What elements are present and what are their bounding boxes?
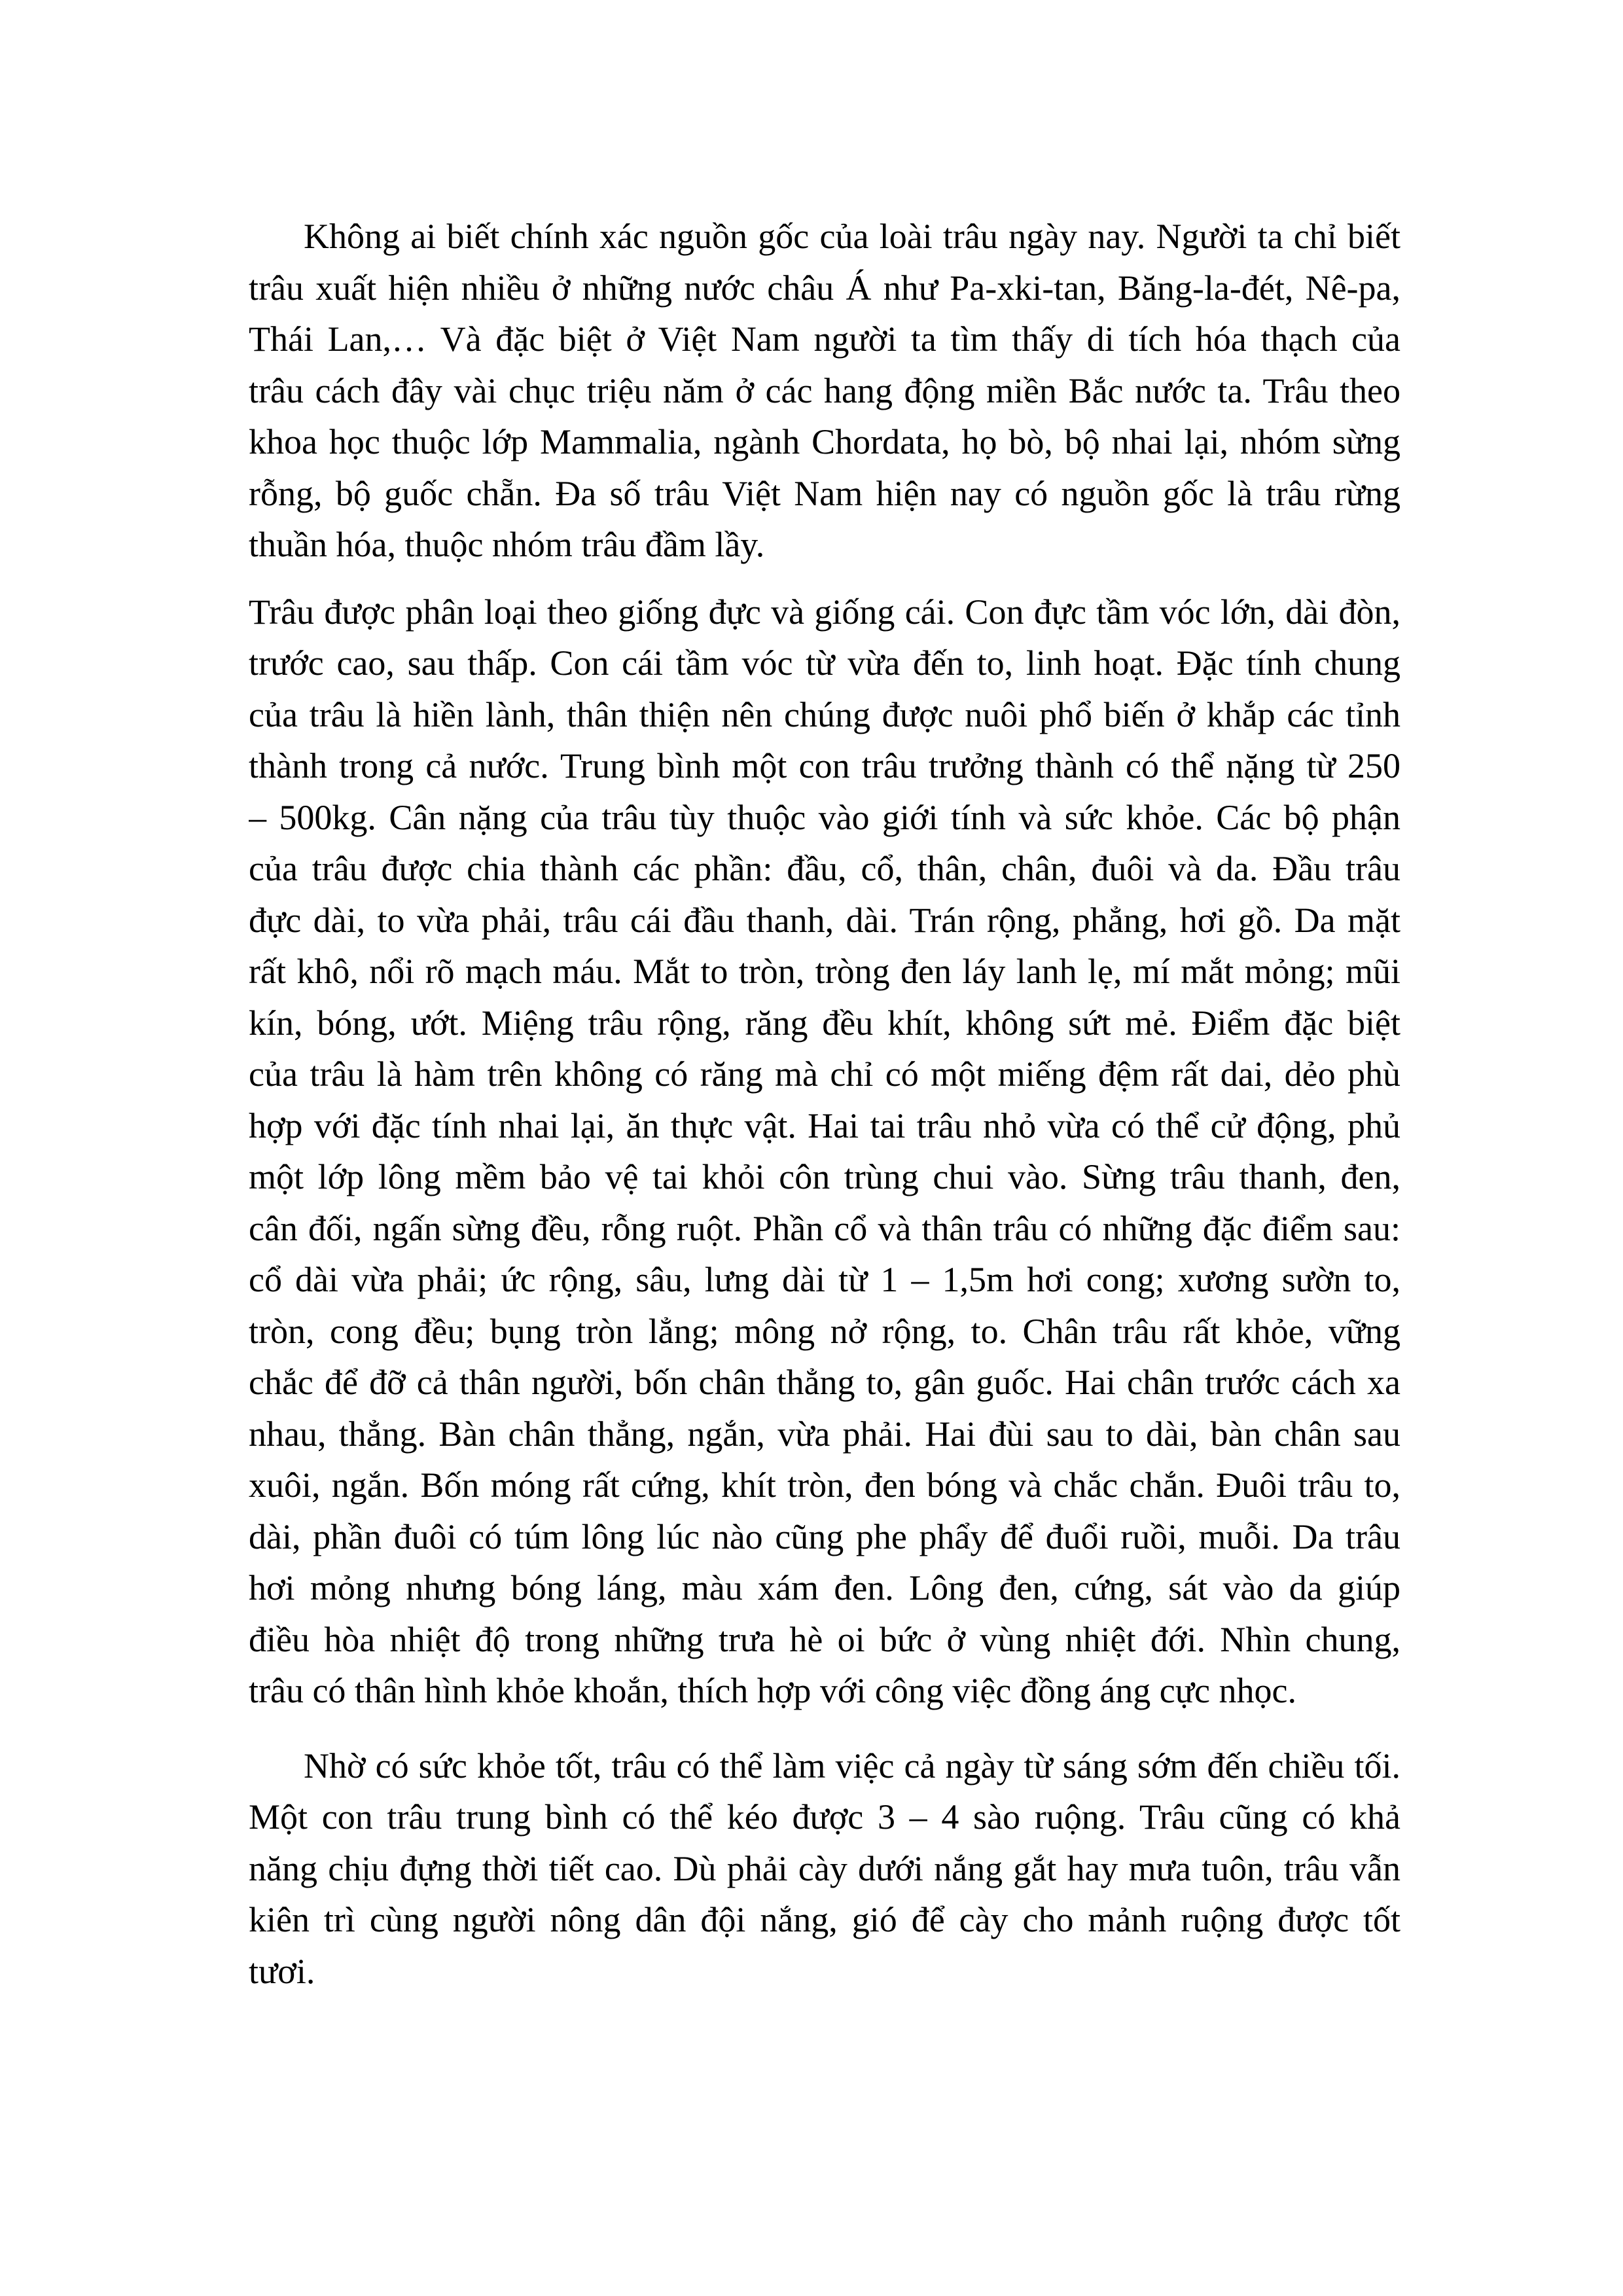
text-line: thành trong cả nước. Trung bình một con trâu trưởng thành có thể nặng từ 250 <box>249 746 1400 785</box>
text-line: rất khô, nổi rõ mạch máu. Mắt to tròn, tròng đen láy lanh lẹ, mí mắt mỏng; mũi <box>249 952 1400 991</box>
text-line: kiên trì cùng người nông dân đội nắng, gió để cày cho mảnh ruộng được tốt <box>249 1900 1400 1939</box>
text-line: dài, phần đuôi có túm lông lúc nào cũng phe phẩy để đuổi ruồi, muỗi. Da trâu <box>249 1516 1400 1556</box>
paragraph-2 <box>249 586 1400 1717</box>
text-line: đực dài, to vừa phải, trâu cái đầu thanh, dài. Trán rộng, phẳng, hơi gồ. Da mặt <box>249 900 1400 940</box>
text-line: nhau, thẳng. Bàn chân thẳng, ngắn, vừa phải. Hai đùi sau to dài, bàn chân sau <box>249 1414 1400 1454</box>
text-line: trâu có thân hình khỏe khoắn, thích hợp với công việc đồng áng cực nhọc. <box>249 1671 1296 1710</box>
text-line: hợp với đặc tính nhai lại, ăn thực vật. Hai tai trâu nhỏ vừa có thể cử động, phủ <box>249 1105 1400 1145</box>
paragraph-1 <box>249 211 1400 571</box>
text-line: của trâu là hàm trên không có răng mà chỉ có một miếng đệm rất dai, dẻo phù <box>249 1054 1400 1094</box>
text-line: khoa học thuộc lớp Mammalia, ngành Chordata, họ bò, bộ nhai lại, nhóm sừng <box>249 422 1400 461</box>
text-line: của trâu là hiền lành, thân thiện nên chúng được nuôi phổ biến ở khắp các tỉnh <box>249 694 1400 734</box>
text-line: tròn, cong đều; bụng tròn lẳng; mông nở rộng, to. Chân trâu rất khỏe, vững <box>249 1311 1400 1351</box>
text-line: năng chịu đựng thời tiết cao. Dù phải cày dưới nắng gắt hay mưa tuôn, trâu vẫn <box>249 1848 1400 1888</box>
text-line: – 500kg. Cân nặng của trâu tùy thuộc vào giới tính và sức khỏe. Các bộ phận <box>249 797 1400 837</box>
text-line: thuần hóa, thuộc nhóm trâu đầm lầy. <box>249 525 765 564</box>
text-line: cân đối, ngấn sừng đều, rỗng ruột. Phần cổ và thân trâu có những đặc điểm sau: <box>249 1208 1400 1248</box>
text-line: chắc để đỡ cả thân người, bốn chân thẳng to, gân guốc. Hai chân trước cách xa <box>249 1363 1400 1402</box>
text-line: trâu cách đây vài chục triệu năm ở các hang động miền Bắc nước ta. Trâu theo <box>249 370 1400 410</box>
text-line: Nhờ có sức khỏe tốt, trâu có thể làm việc cả ngày từ sáng sớm đến chiều tối. <box>304 1746 1400 1785</box>
text-line: Một con trâu trung bình có thể kéo được 3 – 4 sào ruộng. Trâu cũng có khả <box>249 1797 1400 1837</box>
text-line: tươi. <box>249 1951 315 1991</box>
text-line: một lớp lông mềm bảo vệ tai khỏi côn trùng chui vào. Sừng trâu thanh, đen, <box>249 1157 1400 1196</box>
text-line: hơi mỏng nhưng bóng láng, màu xám đen. Lông đen, cứng, sát vào da giúp <box>249 1568 1400 1607</box>
text-line: xuôi, ngắn. Bốn móng rất cứng, khít tròn, đen bóng và chắc chắn. Đuôi trâu to, <box>249 1465 1400 1505</box>
text-line: kín, bóng, ướt. Miệng trâu rộng, răng đều khít, không sứt mẻ. Điểm đặc biệt <box>249 1003 1400 1043</box>
text-line: trước cao, sau thấp. Con cái tầm vóc từ vừa đến to, linh hoạt. Đặc tính chung <box>249 643 1400 683</box>
text-line: Không ai biết chính xác nguồn gốc của loài trâu ngày nay. Người ta chỉ biết <box>304 217 1400 256</box>
text-line: Trâu được phân loại theo giống đực và giống cái. Con đực tầm vóc lớn, dài đòn, <box>249 592 1400 632</box>
paragraph-3 <box>249 1740 1400 1998</box>
text-line: trâu xuất hiện nhiều ở những nước châu Á như Pa-xki-tan, Băng-la-đét, Nê-pa, <box>249 268 1400 308</box>
text-line: cổ dài vừa phải; ức rộng, sâu, lưng dài từ 1 – 1,5m hơi cong; xương sườn to, <box>249 1260 1400 1299</box>
text-line: rỗng, bộ guốc chẵn. Đa số trâu Việt Nam hiện nay có nguồn gốc là trâu rừng <box>249 473 1400 513</box>
text-line: điều hòa nhiệt độ trong những trưa hè oi bức ở vùng nhiệt đới. Nhìn chung, <box>249 1619 1400 1659</box>
text-line: Thái Lan,… Và đặc biệt ở Việt Nam người ta tìm thấy di tích hóa thạch của <box>249 319 1400 359</box>
text-line: của trâu được chia thành các phần: đầu, cổ, thân, chân, đuôi và da. Đầu trâu <box>249 849 1400 888</box>
document-body <box>249 211 1400 1997</box>
